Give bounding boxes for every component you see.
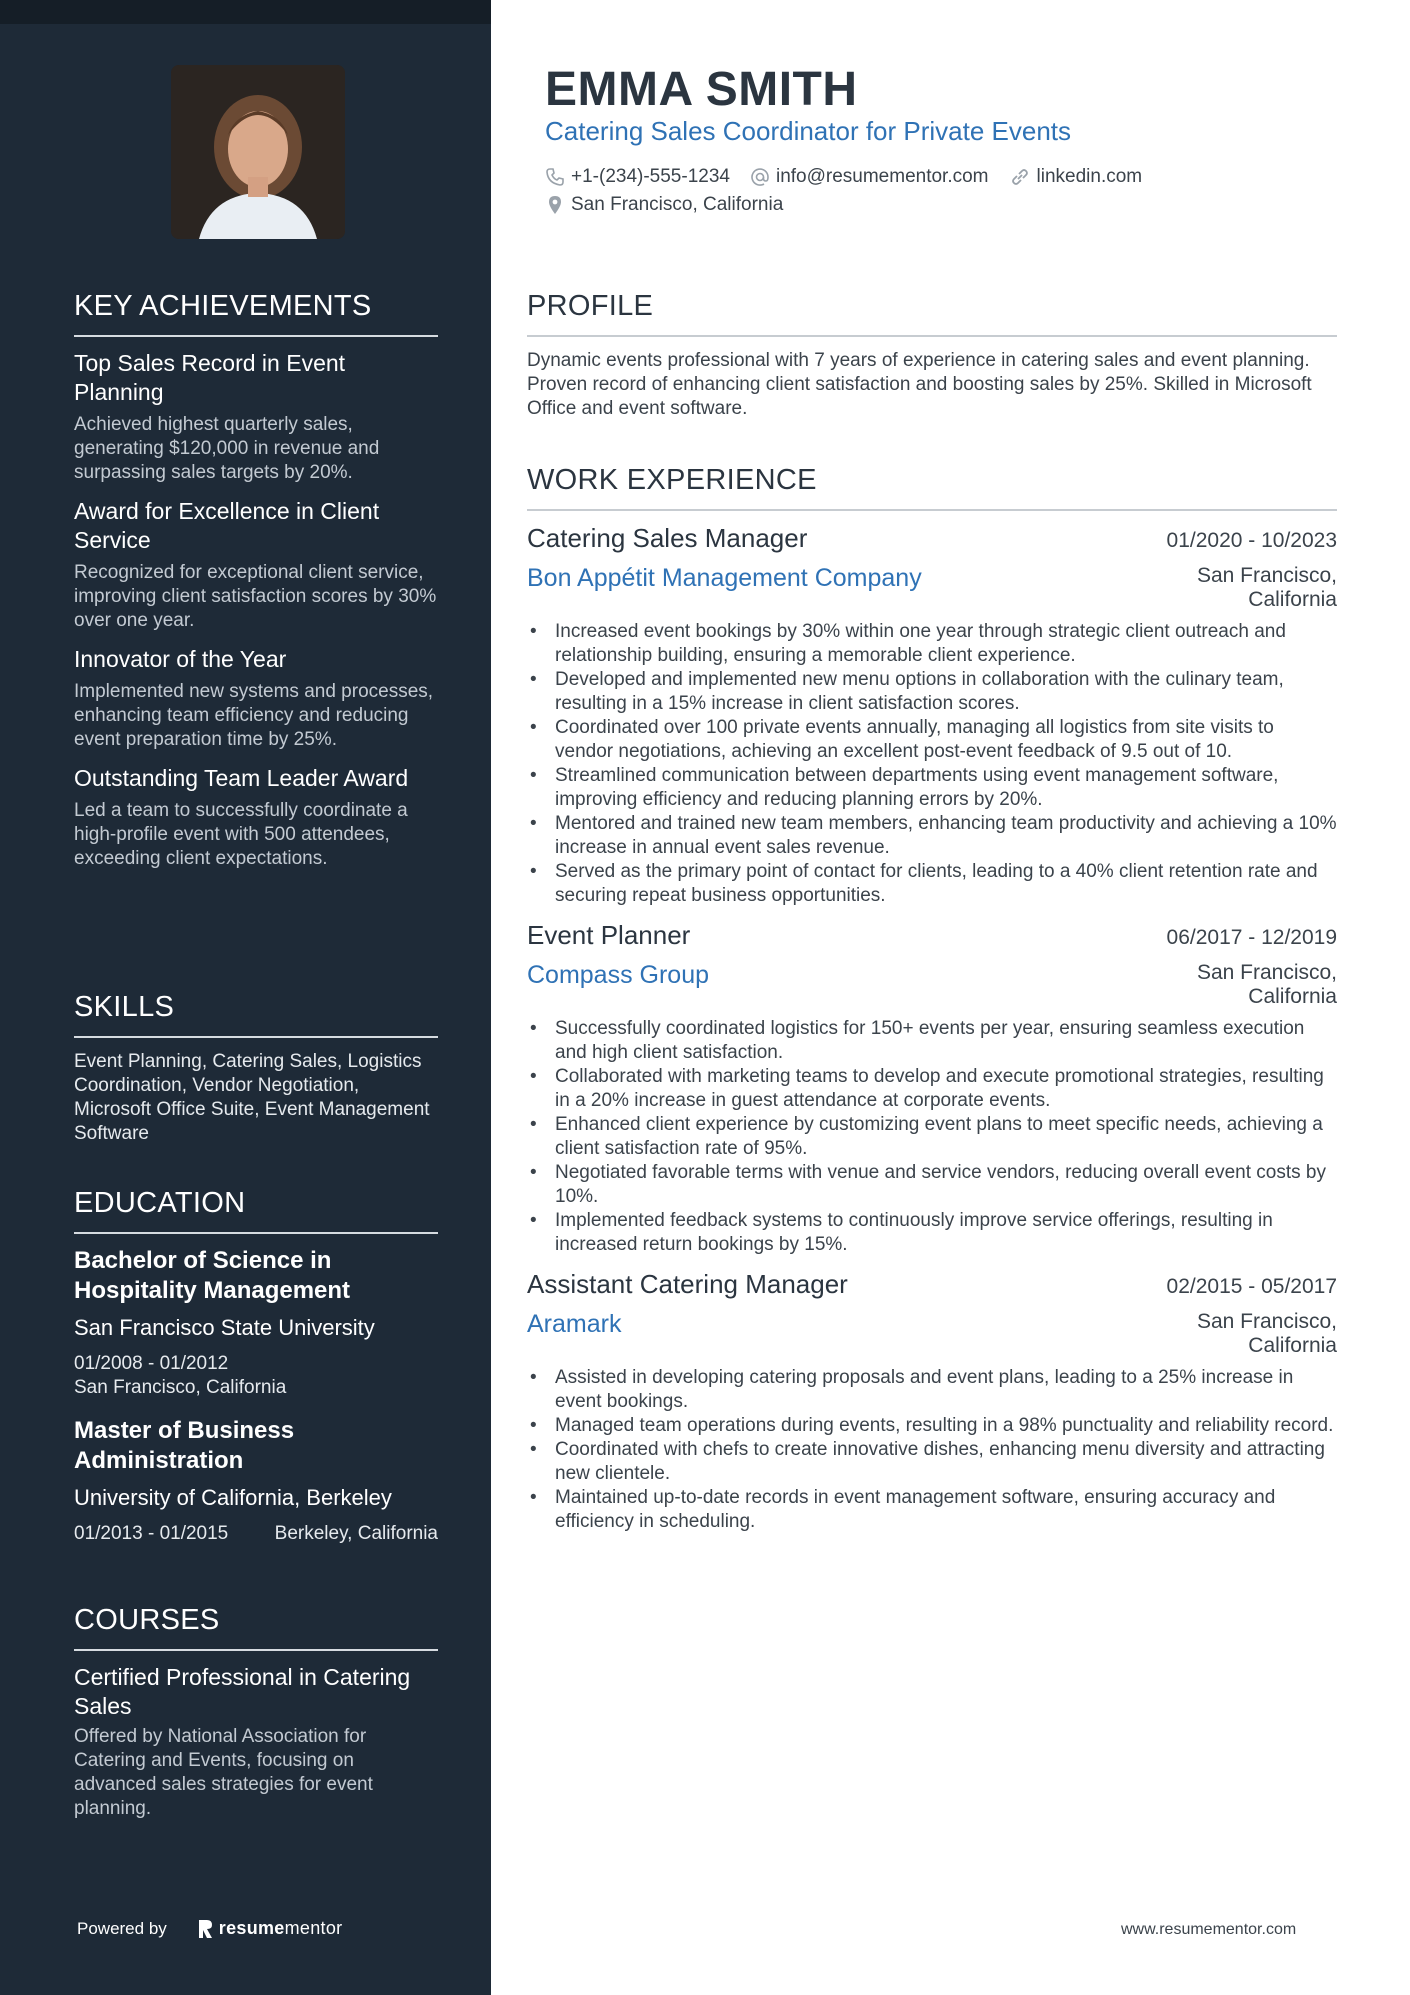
job-bullet: • Coordinated over 100 private events annually, managing all logistics from site visits to vendor negotiations, achieving an excellent post-event feedback of 9.5 out of 10. xyxy=(527,716,1337,764)
phone-icon xyxy=(545,167,565,187)
contact-location xyxy=(545,194,783,216)
job-entry xyxy=(527,523,1337,908)
link-icon xyxy=(1009,167,1031,187)
achievement-title: Innovator of the Year xyxy=(74,646,287,672)
job-bullets xyxy=(527,1366,1337,1534)
contact-info xyxy=(545,163,1305,219)
achievement-description: Achieved highest quarterly sales, generating $120,000 in revenue and surpassing sales targets by 20%. xyxy=(74,414,380,483)
achievement-item xyxy=(74,764,438,871)
job-bullet: • Enhanced client experience by customizing event plans to meet specific needs, achieving a client satisfaction rate of 95%. xyxy=(527,1113,1337,1161)
candidate-name: EMMA SMITH xyxy=(545,63,858,116)
job-bullet: • Collaborated with marketing teams to develop and execute promotional strategies, resulting in a 20% increase in guest attendance at corporate events. xyxy=(527,1065,1337,1113)
footer-website[interactable]: www.resumementor.com xyxy=(1121,1921,1297,1938)
skills-heading: SKILLS xyxy=(74,991,438,1038)
job-bullet: • Managed team operations during events, resulting in a 98% punctuality and reliability record. xyxy=(527,1414,1337,1438)
job-location: San Francisco, California xyxy=(1196,564,1337,611)
job-company: Compass Group xyxy=(527,961,710,989)
job-role: Catering Sales Manager xyxy=(527,523,808,553)
job-bullet: • Maintained up-to-date records in event management software, ensuring accuracy and efficiency in scheduling. xyxy=(527,1486,1337,1534)
email-text: info@resumementor.com xyxy=(775,166,989,187)
job-bullets xyxy=(527,620,1337,908)
education-school: San Francisco State University xyxy=(74,1315,375,1340)
job-dates: 06/2017 - 12/2019 xyxy=(1166,926,1337,949)
job-dates: 01/2020 - 10/2023 xyxy=(1166,529,1337,552)
job-bullet: • Implemented feedback systems to continuously improve service offerings, resulting in increased return bookings by 15%. xyxy=(527,1209,1337,1257)
education-dates: 01/2013 - 01/2015 xyxy=(74,1523,229,1544)
skills-list: Event Planning, Catering Sales, Logistics Coordination, Vendor Negotiation, Microsoft Office Suite, Event Management Software xyxy=(74,1051,430,1144)
candidate-title: Catering Sales Coordinator for Private Events xyxy=(545,116,1072,146)
education-degree: Bachelor of Science in Hospitality Management xyxy=(74,1247,351,1304)
education-item xyxy=(74,1246,438,1400)
job-bullet: • Successfully coordinated logistics for 150+ events per year, ensuring seamless execution and high client satisfaction. xyxy=(527,1017,1337,1065)
achievements-heading: KEY ACHIEVEMENTS xyxy=(74,290,438,337)
job-bullet: • Developed and implemented new menu options in collaboration with the culinary team, resulting in a 15% increase in client satisfaction scores. xyxy=(527,668,1337,716)
location-text: San Francisco, California xyxy=(571,194,784,215)
contact-email[interactable] xyxy=(750,166,989,188)
linkedin-text: linkedin.com xyxy=(1036,166,1143,187)
education-location: Berkeley, California xyxy=(274,1523,438,1544)
job-bullet: • Coordinated with chefs to create innovative dishes, enhancing menu diversity and attracting new clientele. xyxy=(527,1438,1337,1486)
job-role: Event Planner xyxy=(527,920,691,950)
experience-heading: WORK EXPERIENCE xyxy=(527,464,1337,511)
brand-name-light: mentor xyxy=(284,1918,343,1938)
achievement-title: Award for Excellence in Client Service xyxy=(74,498,380,553)
courses-heading: COURSES xyxy=(74,1604,438,1651)
job-location: San Francisco, California xyxy=(1196,961,1337,1008)
profile-heading: PROFILE xyxy=(527,290,1337,337)
course-item xyxy=(74,1663,438,1821)
achievement-item xyxy=(74,349,438,485)
job-company: Bon Appétit Management Company xyxy=(527,564,922,592)
achievement-description: Implemented new systems and processes, enhancing team efficiency and reducing event preparation time by 25%. xyxy=(74,681,434,750)
contact-phone[interactable] xyxy=(545,166,730,188)
brand-name-bold: resume xyxy=(218,1918,285,1938)
phone-text: +1-(234)-555-1234 xyxy=(571,166,730,187)
achievement-item xyxy=(74,645,438,752)
profile-summary: Dynamic events professional with 7 years of experience in catering sales and event planning. Proven record of enhancing client satisfaction and boosting sales by 25%. Skilled in Microsoft Office and event software. xyxy=(527,350,1312,419)
job-bullet: • Increased event bookings by 30% within one year through strategic client outreach and relationship building, ensuring a memorable client experience. xyxy=(527,620,1337,668)
achievement-title: Top Sales Record in Event Planning xyxy=(74,350,346,405)
achievements-section xyxy=(74,290,438,883)
job-entry xyxy=(527,920,1337,1257)
education-location: San Francisco, California xyxy=(74,1377,287,1398)
job-bullets xyxy=(527,1017,1337,1257)
education-item xyxy=(74,1416,438,1546)
contact-linkedin[interactable] xyxy=(1009,166,1143,188)
powered-by-label: Powered by xyxy=(77,1918,167,1938)
job-bullet: • Served as the primary point of contact for clients, leading to a 40% client retention rate and securing repeat business opportunities. xyxy=(527,860,1337,908)
brand-mark-icon xyxy=(197,1919,213,1939)
at-sign-icon xyxy=(750,167,770,187)
education-meta xyxy=(74,1522,438,1546)
powered-by xyxy=(77,1918,342,1939)
job-role: Assistant Catering Manager xyxy=(527,1269,848,1299)
skills-section xyxy=(74,991,438,1146)
job-bullet: • Assisted in developing catering proposals and event plans, leading to a 25% increase in event bookings. xyxy=(527,1366,1337,1414)
course-description: Offered by National Association for Catering and Events, focusing on advanced sales strategies for event planning. xyxy=(74,1726,373,1819)
course-title: Certified Professional in Catering Sales xyxy=(74,1664,411,1719)
achievement-item xyxy=(74,497,438,633)
education-degree: Master of Business Administration xyxy=(74,1417,295,1474)
courses-section xyxy=(74,1604,438,1821)
achievement-description: Recognized for exceptional client service, improving client satisfaction scores by 30% over one year. xyxy=(74,562,437,631)
profile-photo xyxy=(171,65,345,239)
job-bullet: • Mentored and trained new team members, enhancing team productivity and achieving a 10% increase in annual event sales revenue. xyxy=(527,812,1337,860)
job-dates: 02/2015 - 05/2017 xyxy=(1166,1275,1337,1298)
job-company: Aramark xyxy=(527,1310,622,1338)
achievement-description: Led a team to successfully coordinate a high-profile event with 500 attendees, exceeding client expectations. xyxy=(74,800,408,869)
location-pin-icon xyxy=(545,195,565,215)
sidebar-top-bar xyxy=(0,0,491,24)
experience-section xyxy=(527,464,1337,1534)
job-location: San Francisco, California xyxy=(1196,1310,1337,1357)
job-bullet: • Streamlined communication between departments using event management software, improving efficiency and reducing planning errors by 20%. xyxy=(527,764,1337,812)
achievement-title: Outstanding Team Leader Award xyxy=(74,765,409,791)
sidebar xyxy=(0,0,491,1995)
profile-section xyxy=(527,290,1337,421)
education-heading: EDUCATION xyxy=(74,1187,438,1234)
job-entry xyxy=(527,1269,1337,1534)
education-school: University of California, Berkeley xyxy=(74,1485,392,1510)
brand-logo[interactable] xyxy=(197,1918,343,1939)
job-bullet: • Negotiated favorable terms with venue and service vendors, reducing overall event costs by 10%. xyxy=(527,1161,1337,1209)
education-section xyxy=(74,1187,438,1546)
education-dates: 01/2008 - 01/2012 xyxy=(74,1353,229,1374)
